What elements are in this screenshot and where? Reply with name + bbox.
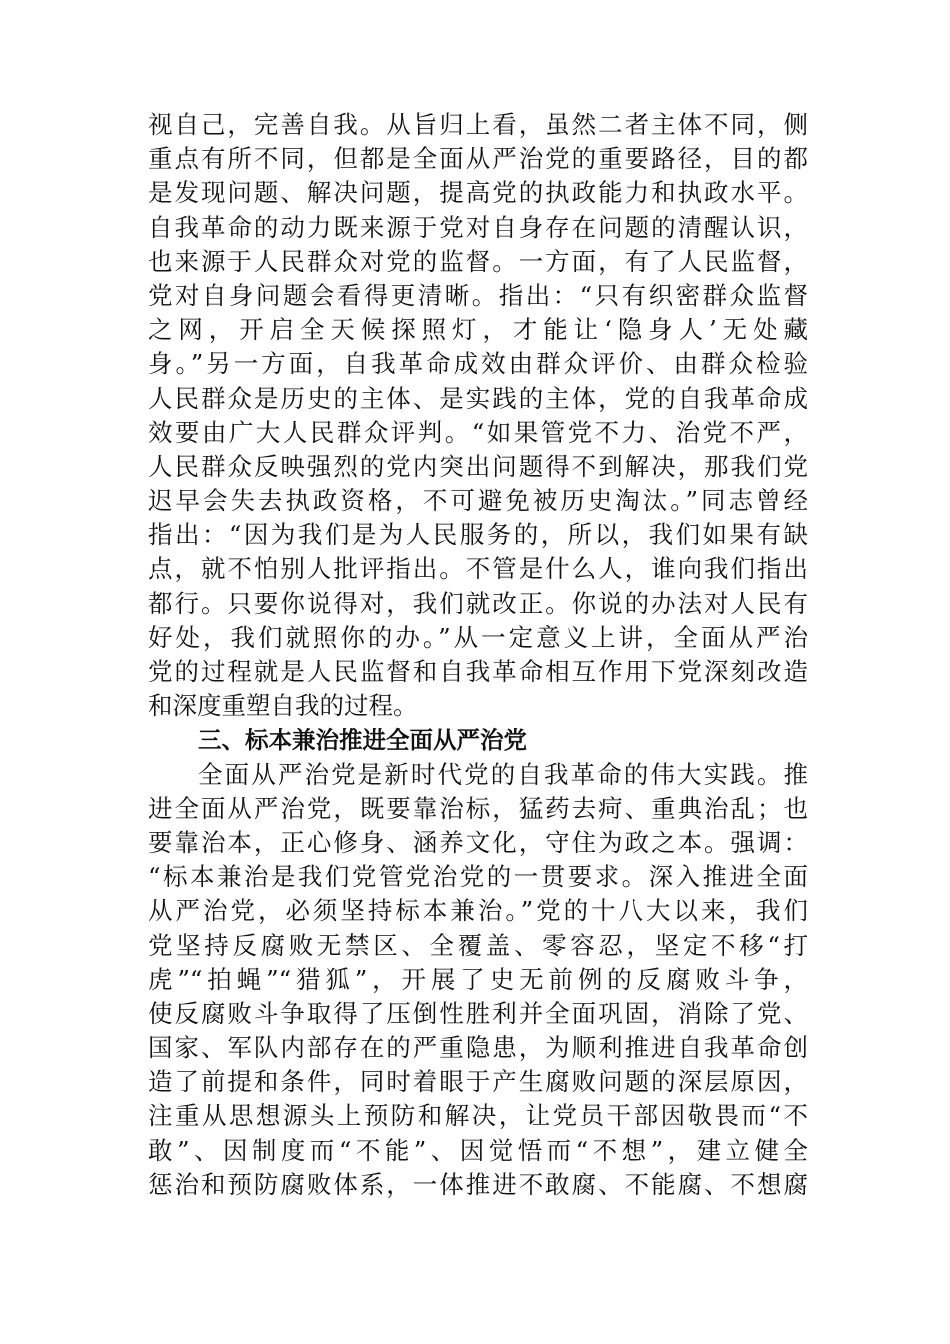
text-line: 和深度重塑自我的过程。 <box>148 691 418 721</box>
text-line: 重点有所不同，但都是全面从严治党的重要路径，目的都 <box>148 144 808 174</box>
text-line: 要靠治本，正心修身、涵养文化，守住为政之本。强调： <box>148 827 808 857</box>
document-body <box>148 108 808 1202</box>
text-line: 敢”、因制度而“不能”、因觉悟而“不想”，建立健全 <box>148 1135 808 1165</box>
text-line: 好处，我们就照你的办。”从一定意义上讲，全面从严治 <box>148 622 808 652</box>
text-line: 人民群众反映强烈的党内突出问题得不到解决，那我们党 <box>148 451 808 481</box>
text-line: 全面从严治党是新时代党的自我革命的伟大实践。推 <box>198 759 808 789</box>
text-line: 都行。只要你说得对，我们就改正。你说的办法对人民有 <box>148 588 808 618</box>
section-heading: 三、标本兼治推进全面从严治党 <box>198 726 527 755</box>
text-line: 注重从思想源头上预防和解决，让党员干部因敬畏而“不 <box>148 1101 808 1131</box>
text-line: 也来源于人民群众对党的监督。一方面，有了人民监督， <box>148 246 808 276</box>
text-line: 造了前提和条件，同时着眼于产生腐败问题的深层原因， <box>148 1067 808 1097</box>
text-line: 从严治党，必须坚持标本兼治。”党的十八大以来，我们 <box>148 896 808 926</box>
text-line: 身。”另一方面，自我革命成效由群众评价、由群众检验 <box>148 349 808 379</box>
text-line: 效要由广大人民群众评判。“如果管党不力、治党不严， <box>148 417 808 447</box>
text-line: 之网，开启全天候探照灯，才能让‘隐身人’无处藏 <box>148 315 808 345</box>
text-line: 国家、军队内部存在的严重隐患，为顺利推进自我革命创 <box>148 1033 808 1063</box>
text-line: 进全面从严治党，既要靠治标，猛药去疴、重典治乱；也 <box>148 793 808 823</box>
text-line: 党的过程就是人民监督和自我革命相互作用下党深刻改造 <box>148 657 808 686</box>
text-line: 视自己，完善自我。从旨归上看，虽然二者主体不同，侧 <box>148 110 808 139</box>
text-line: 人民群众是历史的主体、是实践的主体，党的自我革命成 <box>148 383 808 413</box>
text-line: 惩治和预防腐败体系，一体推进不敢腐、不能腐、不想腐 <box>148 1169 808 1199</box>
text-line: 迟早会失去执政资格，不可避免被历史淘汰。”同志曾经 <box>148 486 808 516</box>
text-line: 党对自身问题会看得更清晰。指出：“只有织密群众监督 <box>148 280 808 310</box>
text-line: 使反腐败斗争取得了压倒性胜利并全面巩固，消除了党、 <box>148 998 808 1028</box>
text-line: 点，就不怕别人批评指出。不管是什么人，谁向我们指出 <box>148 554 808 584</box>
text-line: “标本兼治是我们党管党治党的一贯要求。深入推进全面 <box>148 862 808 892</box>
paragraph-1 <box>148 108 808 723</box>
text-line: 虎”“拍蝇”“猎狐”，开展了史无前例的反腐败斗争， <box>148 964 808 994</box>
paragraph-2 <box>148 758 808 1202</box>
text-line: 是发现问题、解决问题，提高党的执政能力和执政水平。 <box>148 178 808 208</box>
text-line: 自我革命的动力既来源于党对自身存在问题的清醒认识， <box>148 212 808 242</box>
text-line: 指出：“因为我们是为人民服务的，所以，我们如果有缺 <box>148 520 808 550</box>
text-line: 党坚持反腐败无禁区、全覆盖、零容忍，坚定不移“打 <box>148 930 808 960</box>
